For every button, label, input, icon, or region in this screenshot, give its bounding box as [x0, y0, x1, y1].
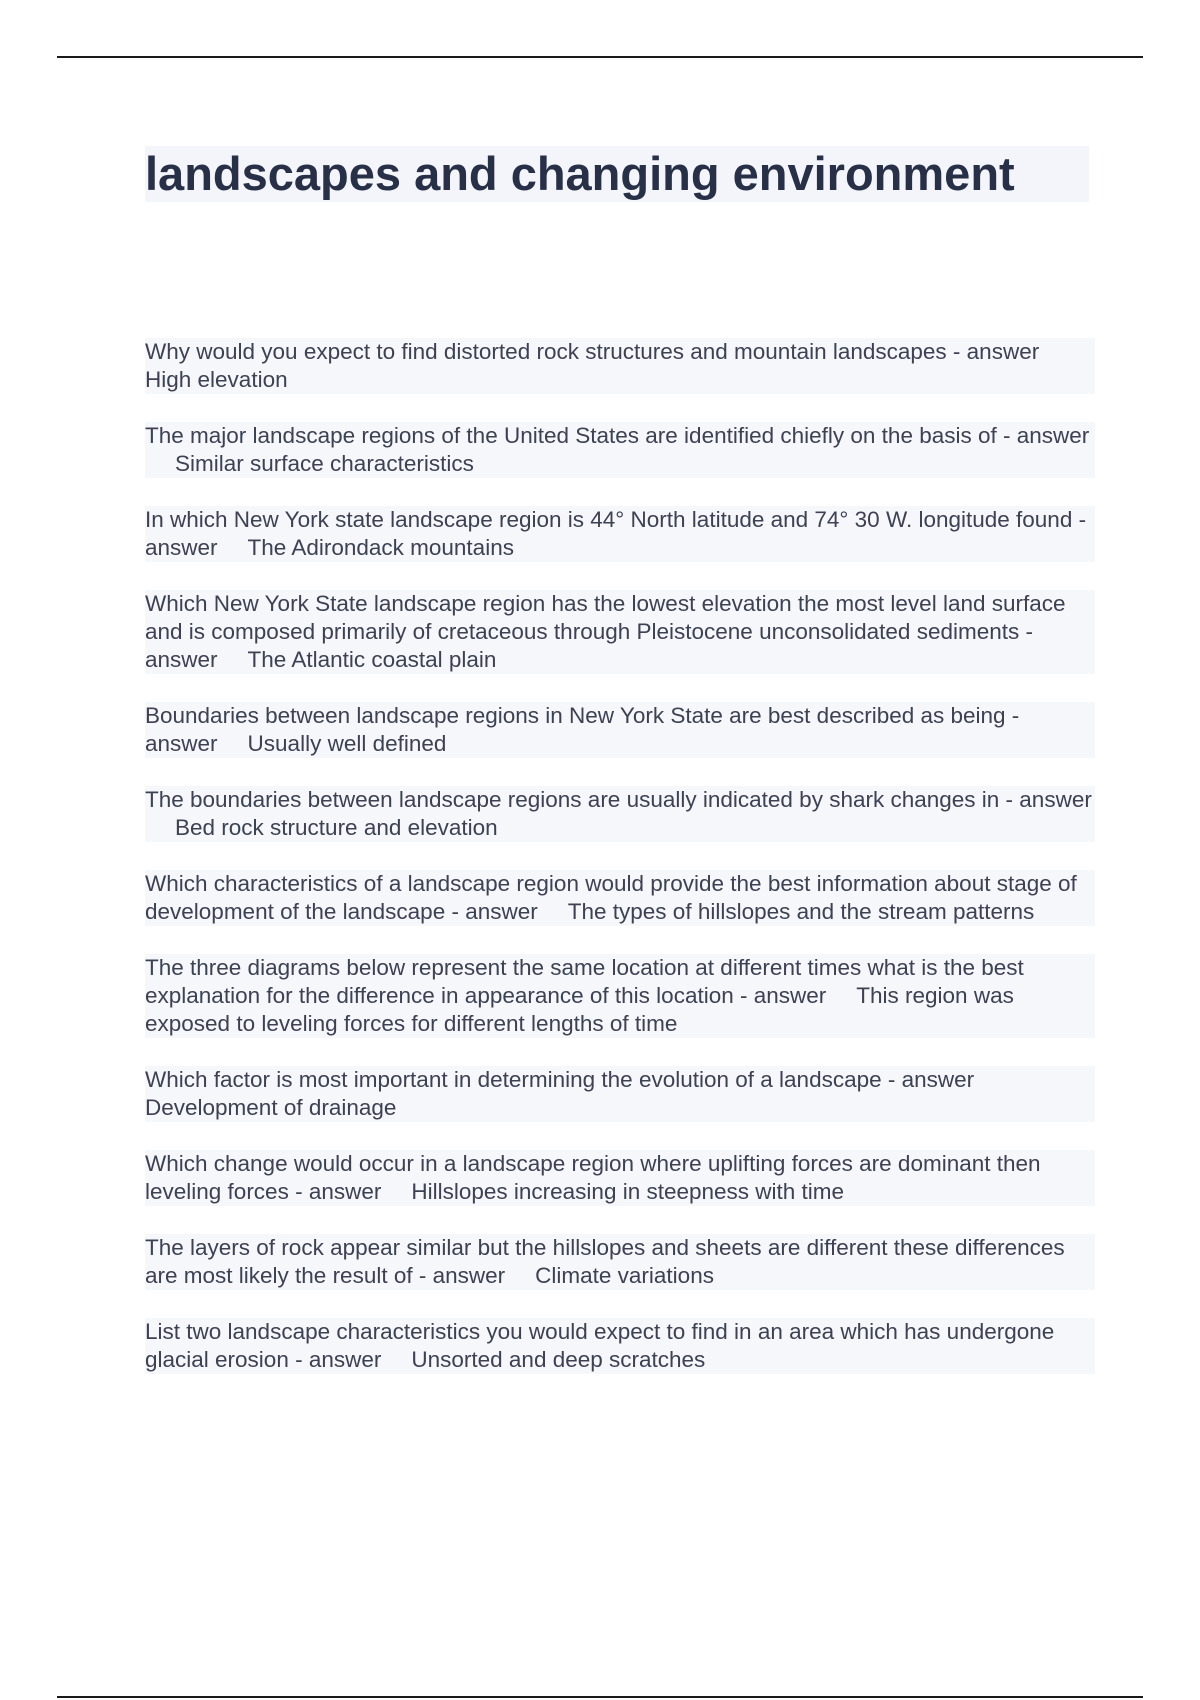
- qa-list: [145, 338, 1095, 1402]
- answer-text: The Adirondack mountains: [247, 535, 514, 560]
- top-divider: [57, 56, 1143, 58]
- qa-item: [145, 506, 1095, 562]
- answer-text: This region was exposed to leveling forces for different lengths of time: [145, 983, 1014, 1036]
- answer-text: Development of drainage: [145, 1095, 397, 1120]
- question-text: The three diagrams below represent the same location at different times what is the best explanation for the difference in appearance of this location - answer: [145, 955, 1024, 1008]
- question-text: Boundaries between landscape regions in New York State are best described as being - answer: [145, 703, 1020, 756]
- document-title: landscapes and changing environment: [145, 147, 1015, 200]
- qa-item: [145, 1318, 1095, 1374]
- answer-text: Bed rock structure and elevation: [175, 815, 498, 840]
- qa-item: [145, 422, 1095, 478]
- title-block: [145, 146, 1089, 202]
- question-text: Which characteristics of a landscape region would provide the best information about stage of development of the landscape - answer: [145, 871, 1077, 924]
- question-text: The major landscape regions of the United States are identified chiefly on the basis of - answer: [145, 423, 1090, 448]
- answer-text: Similar surface characteristics: [175, 451, 474, 476]
- answer-text: The Atlantic coastal plain: [247, 647, 497, 672]
- qa-item: [145, 786, 1095, 842]
- qa-item: [145, 1150, 1095, 1206]
- answer-text: High elevation: [145, 367, 288, 392]
- answer-text: Hillslopes increasing in steepness with time: [411, 1179, 845, 1204]
- question-text: Which factor is most important in determining the evolution of a landscape - answer: [145, 1067, 975, 1092]
- question-text: The boundaries between landscape regions are usually indicated by shark changes in - answer: [145, 787, 1092, 812]
- qa-item: [145, 1234, 1095, 1290]
- answer-text: Unsorted and deep scratches: [411, 1347, 706, 1372]
- question-text: In which New York state landscape region is 44° North latitude and 74° 30 W. longitude found - answer: [145, 507, 1087, 560]
- qa-item: [145, 870, 1095, 926]
- qa-item: [145, 954, 1095, 1038]
- question-text: Why would you expect to find distorted rock structures and mountain landscapes - answer: [145, 339, 1040, 364]
- qa-item: [145, 702, 1095, 758]
- qa-item: [145, 1066, 1095, 1122]
- qa-item: [145, 590, 1095, 674]
- answer-text: Climate variations: [535, 1263, 714, 1288]
- qa-item: [145, 338, 1095, 394]
- question-text: List two landscape characteristics you would expect to find in an area which has undergone glacial erosion - answer: [145, 1319, 1055, 1372]
- answer-text: The types of hillslopes and the stream patterns: [567, 899, 1035, 924]
- bottom-divider: [57, 1696, 1143, 1698]
- question-text: Which change would occur in a landscape region where uplifting forces are dominant then leveling forces - answer: [145, 1151, 1041, 1204]
- answer-text: Usually well defined: [247, 731, 447, 756]
- question-text: Which New York State landscape region has the lowest elevation the most level land surface and is composed primarily of cretaceous through Pleistocene unconsolidated sediments - answer: [145, 591, 1066, 672]
- question-text: The layers of rock appear similar but the hillslopes and sheets are different these differences are most likely the result of - answer: [145, 1235, 1065, 1288]
